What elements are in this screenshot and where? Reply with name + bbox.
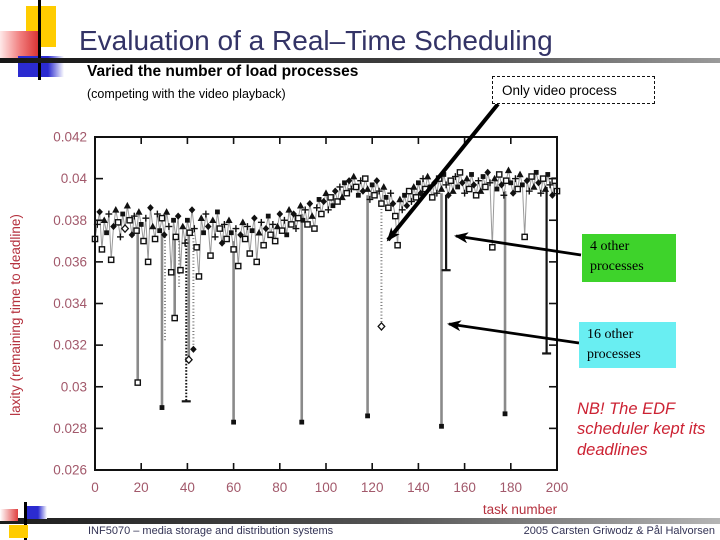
callout-only-video: Only video process [492,76,655,104]
footer-logo-blue [27,506,47,519]
svg-text:180: 180 [499,480,523,495]
svg-text:0.032: 0.032 [53,337,87,353]
svg-text:100: 100 [314,480,338,495]
svg-text:0: 0 [91,480,99,495]
svg-text:0.028: 0.028 [53,420,87,436]
x-axis-label: task number [482,502,558,517]
plot-area [53,130,568,496]
footer-logo-pink [0,509,18,521]
svg-text:200: 200 [545,480,569,495]
footer-rule [0,518,720,524]
annotation-arrows [388,104,581,343]
svg-text:80: 80 [272,480,288,495]
y-axis-label: laxity (remaining time to deadline) [8,214,23,416]
footer-logo-yellow [9,525,28,538]
arrow-4-other [456,236,581,255]
callout-4-other-processes: 4 other processes [582,234,676,282]
svg-text:40: 40 [179,480,195,495]
svg-text:140: 140 [407,480,430,495]
footer-course-label: INF5070 – media storage and distribution systems [88,525,334,537]
footer-authors-label: 2005 Carsten Griwodz & Pål Halvorsen [523,525,715,537]
svg-text:120: 120 [360,480,384,495]
nb-edf-note: NB! The EDF scheduler kept its deadlines [577,400,706,459]
svg-text:0.038: 0.038 [53,212,87,228]
slide-subtitle: Varied the number of load processes [87,63,359,80]
svg-text:160: 160 [453,480,476,495]
svg-text:60: 60 [226,480,242,495]
svg-text:0.026: 0.026 [53,462,87,478]
callout-16-other-processes: 16 other processes [579,322,676,368]
svg-text:0.036: 0.036 [53,254,87,270]
svg-text:0.034: 0.034 [53,296,87,311]
svg-text:0.042: 0.042 [53,129,87,145]
arrow-only-video [388,104,498,240]
svg-text:0.03: 0.03 [60,379,87,395]
svg-text:0.04: 0.04 [60,171,87,187]
svg-text:20: 20 [133,480,149,495]
arrow-16-other [449,324,579,343]
page-title: Evaluation of a Real–Time Scheduling [79,25,553,56]
slide-subtitle-2: (competing with the video playback) [87,87,286,101]
